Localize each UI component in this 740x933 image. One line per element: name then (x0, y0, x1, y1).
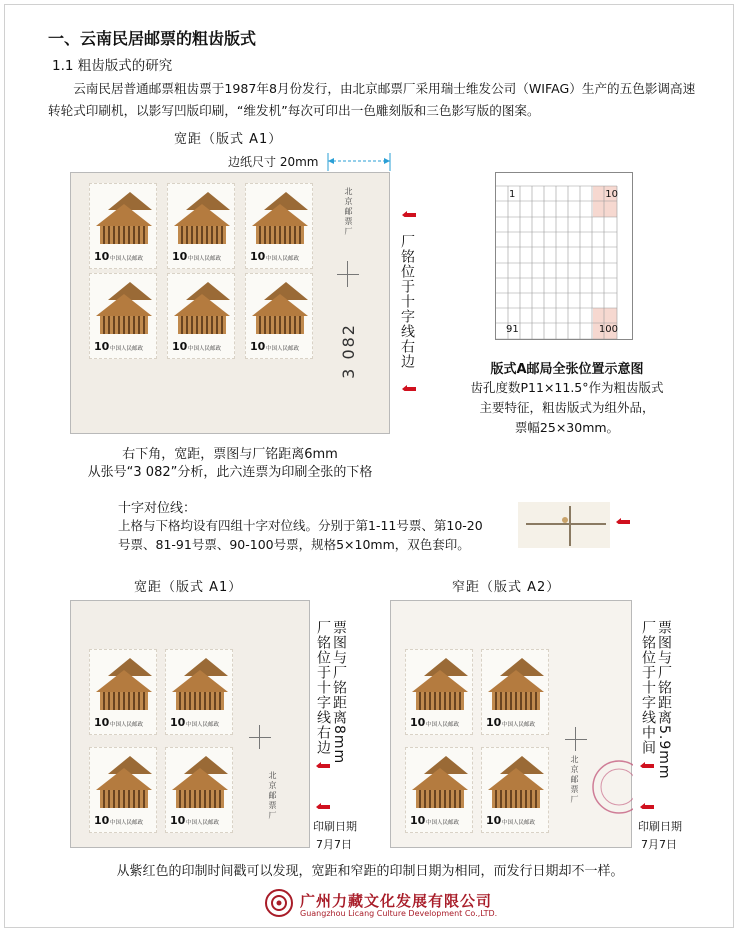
stamp: 10 中国人民邮政 (245, 183, 313, 269)
cross-lines-title: 十字对位线： (118, 501, 197, 516)
stamp: 10 中国人民邮政 (89, 273, 157, 359)
diagram-note-1: 齿孔度数P11×11.5°作为粗齿版式 (470, 380, 664, 395)
company-logo-icon (264, 888, 294, 918)
top-caption-2: 从张号“3 082”分析，此六连票为印刷全张的下格 (87, 465, 373, 480)
bottom-left-stamp-sheet (70, 600, 310, 848)
diagram-note-3: 票幅25×30mm。 (514, 420, 620, 435)
red-arrow-icon (640, 803, 654, 809)
stamp: 10 中国人民邮政 (89, 183, 157, 269)
corner-label: 91 (506, 324, 519, 335)
margin-dimension-icon (326, 151, 392, 173)
red-arrow-icon (402, 211, 416, 217)
red-arrow-icon (316, 762, 330, 768)
section-heading: 一、云南民居邮票的粗齿版式 (48, 29, 257, 48)
subsection-heading: 1.1 粗齿版式的研究 (52, 58, 173, 74)
cross-lines-desc-1: 上格与下格均设有四组十字对位线。分别于第1-11号票、第10-20 (118, 518, 483, 533)
bottom-right-date-value: 7月7日 (641, 838, 677, 851)
stamp: 10 中国人民邮政 (481, 747, 549, 833)
cross-lines-desc-2: 号票、81-91号票、90-100号票，规格5×10mm，双色套印。 (118, 537, 470, 552)
top-stamp-sheet (70, 172, 390, 434)
stamp: 10 中国人民邮政 (165, 649, 233, 735)
company-english-name: Guangzhou Licang Culture Development Co.,LTD. (300, 909, 498, 918)
corner-label: 10 (605, 189, 618, 200)
stamp: 10 中国人民邮政 (481, 649, 549, 735)
red-arrow-icon (616, 518, 630, 524)
bottom-left-side-note-b: 票图与厂铭距离8mm (331, 620, 347, 765)
bottom-right-stamp-sheet (390, 600, 632, 848)
factory-imprint: 北京邮票厂 (344, 187, 353, 237)
diagram-note-2: 主要特征，粗齿版式为组外品， (479, 400, 655, 415)
stamp: 10 中国人民邮政 (165, 747, 233, 833)
bottom-right-date-label: 印刷日期 (638, 820, 682, 833)
bottom-right-side-note-b: 票图与厂铭距离5.9mm (656, 620, 672, 780)
stamp: 10 中国人民邮政 (89, 747, 157, 833)
bottom-right-side-note-a: 厂铭位于十字线中间 (640, 620, 656, 755)
top-sheet-title: 宽距（版式 A1） (174, 132, 283, 147)
red-arrow-icon (640, 762, 654, 768)
footer-note: 从紫红色的印制时间戳可以发现，宽距和窄距的印制日期为相同，而发行日期却不一样。 (116, 864, 624, 879)
top-caption-1: 右下角，宽距，票图与厂铭距离6mm (122, 447, 338, 462)
registration-cross (249, 737, 271, 738)
date-postmark-icon (589, 751, 633, 823)
bottom-left-date-label: 印刷日期 (313, 820, 357, 833)
bottom-left-date-value: 7月7日 (316, 838, 352, 851)
corner-label: 100 (598, 324, 618, 335)
bottom-left-side-note-a: 厂铭位于十字线右边 (315, 620, 331, 755)
bottom-right-title: 窄距（版式 A2） (452, 580, 561, 595)
corner-label: 1 (509, 189, 516, 200)
intro-paragraph: 云南民居普通邮票粗齿票于1987年8月份发行，由北京邮票厂采用瑞士维发公司（WIFAG）生产的五色影调高速转轮式印刷机，以影写凹版印刷，“维发机”每次可印出一色雕刻版和三色影写版的图案。 (48, 81, 696, 118)
registration-cross (337, 274, 359, 275)
red-arrow-icon (316, 803, 330, 809)
serial-number: 3 082 (339, 323, 358, 379)
registration-cross (565, 739, 587, 740)
stamp: 10 中国人民邮政 (405, 649, 473, 735)
stamp: 10 中国人民邮政 (245, 273, 313, 359)
factory-imprint: 北京邮票厂 (570, 755, 579, 805)
stamp: 10 中国人民邮政 (405, 747, 473, 833)
company-name: 广州力藏文化发展有限公司 (300, 892, 493, 910)
top-side-note: 厂铭位于十字线右边 (399, 234, 415, 369)
sheet-layout-diagram (495, 172, 633, 340)
bottom-left-title: 宽距（版式 A1） (134, 580, 243, 595)
diagram-title: 版式A邮局全张位置示意图 (490, 362, 644, 377)
stamp: 10 中国人民邮政 (89, 649, 157, 735)
red-arrow-icon (402, 385, 416, 391)
cross-mark-sample-icon (518, 502, 610, 548)
margin-size-label: 边纸尺寸 20mm (228, 155, 319, 169)
factory-imprint: 北京邮票厂 (268, 771, 277, 821)
stamp: 10 中国人民邮政 (167, 273, 235, 359)
stamp: 10 中国人民邮政 (167, 183, 235, 269)
